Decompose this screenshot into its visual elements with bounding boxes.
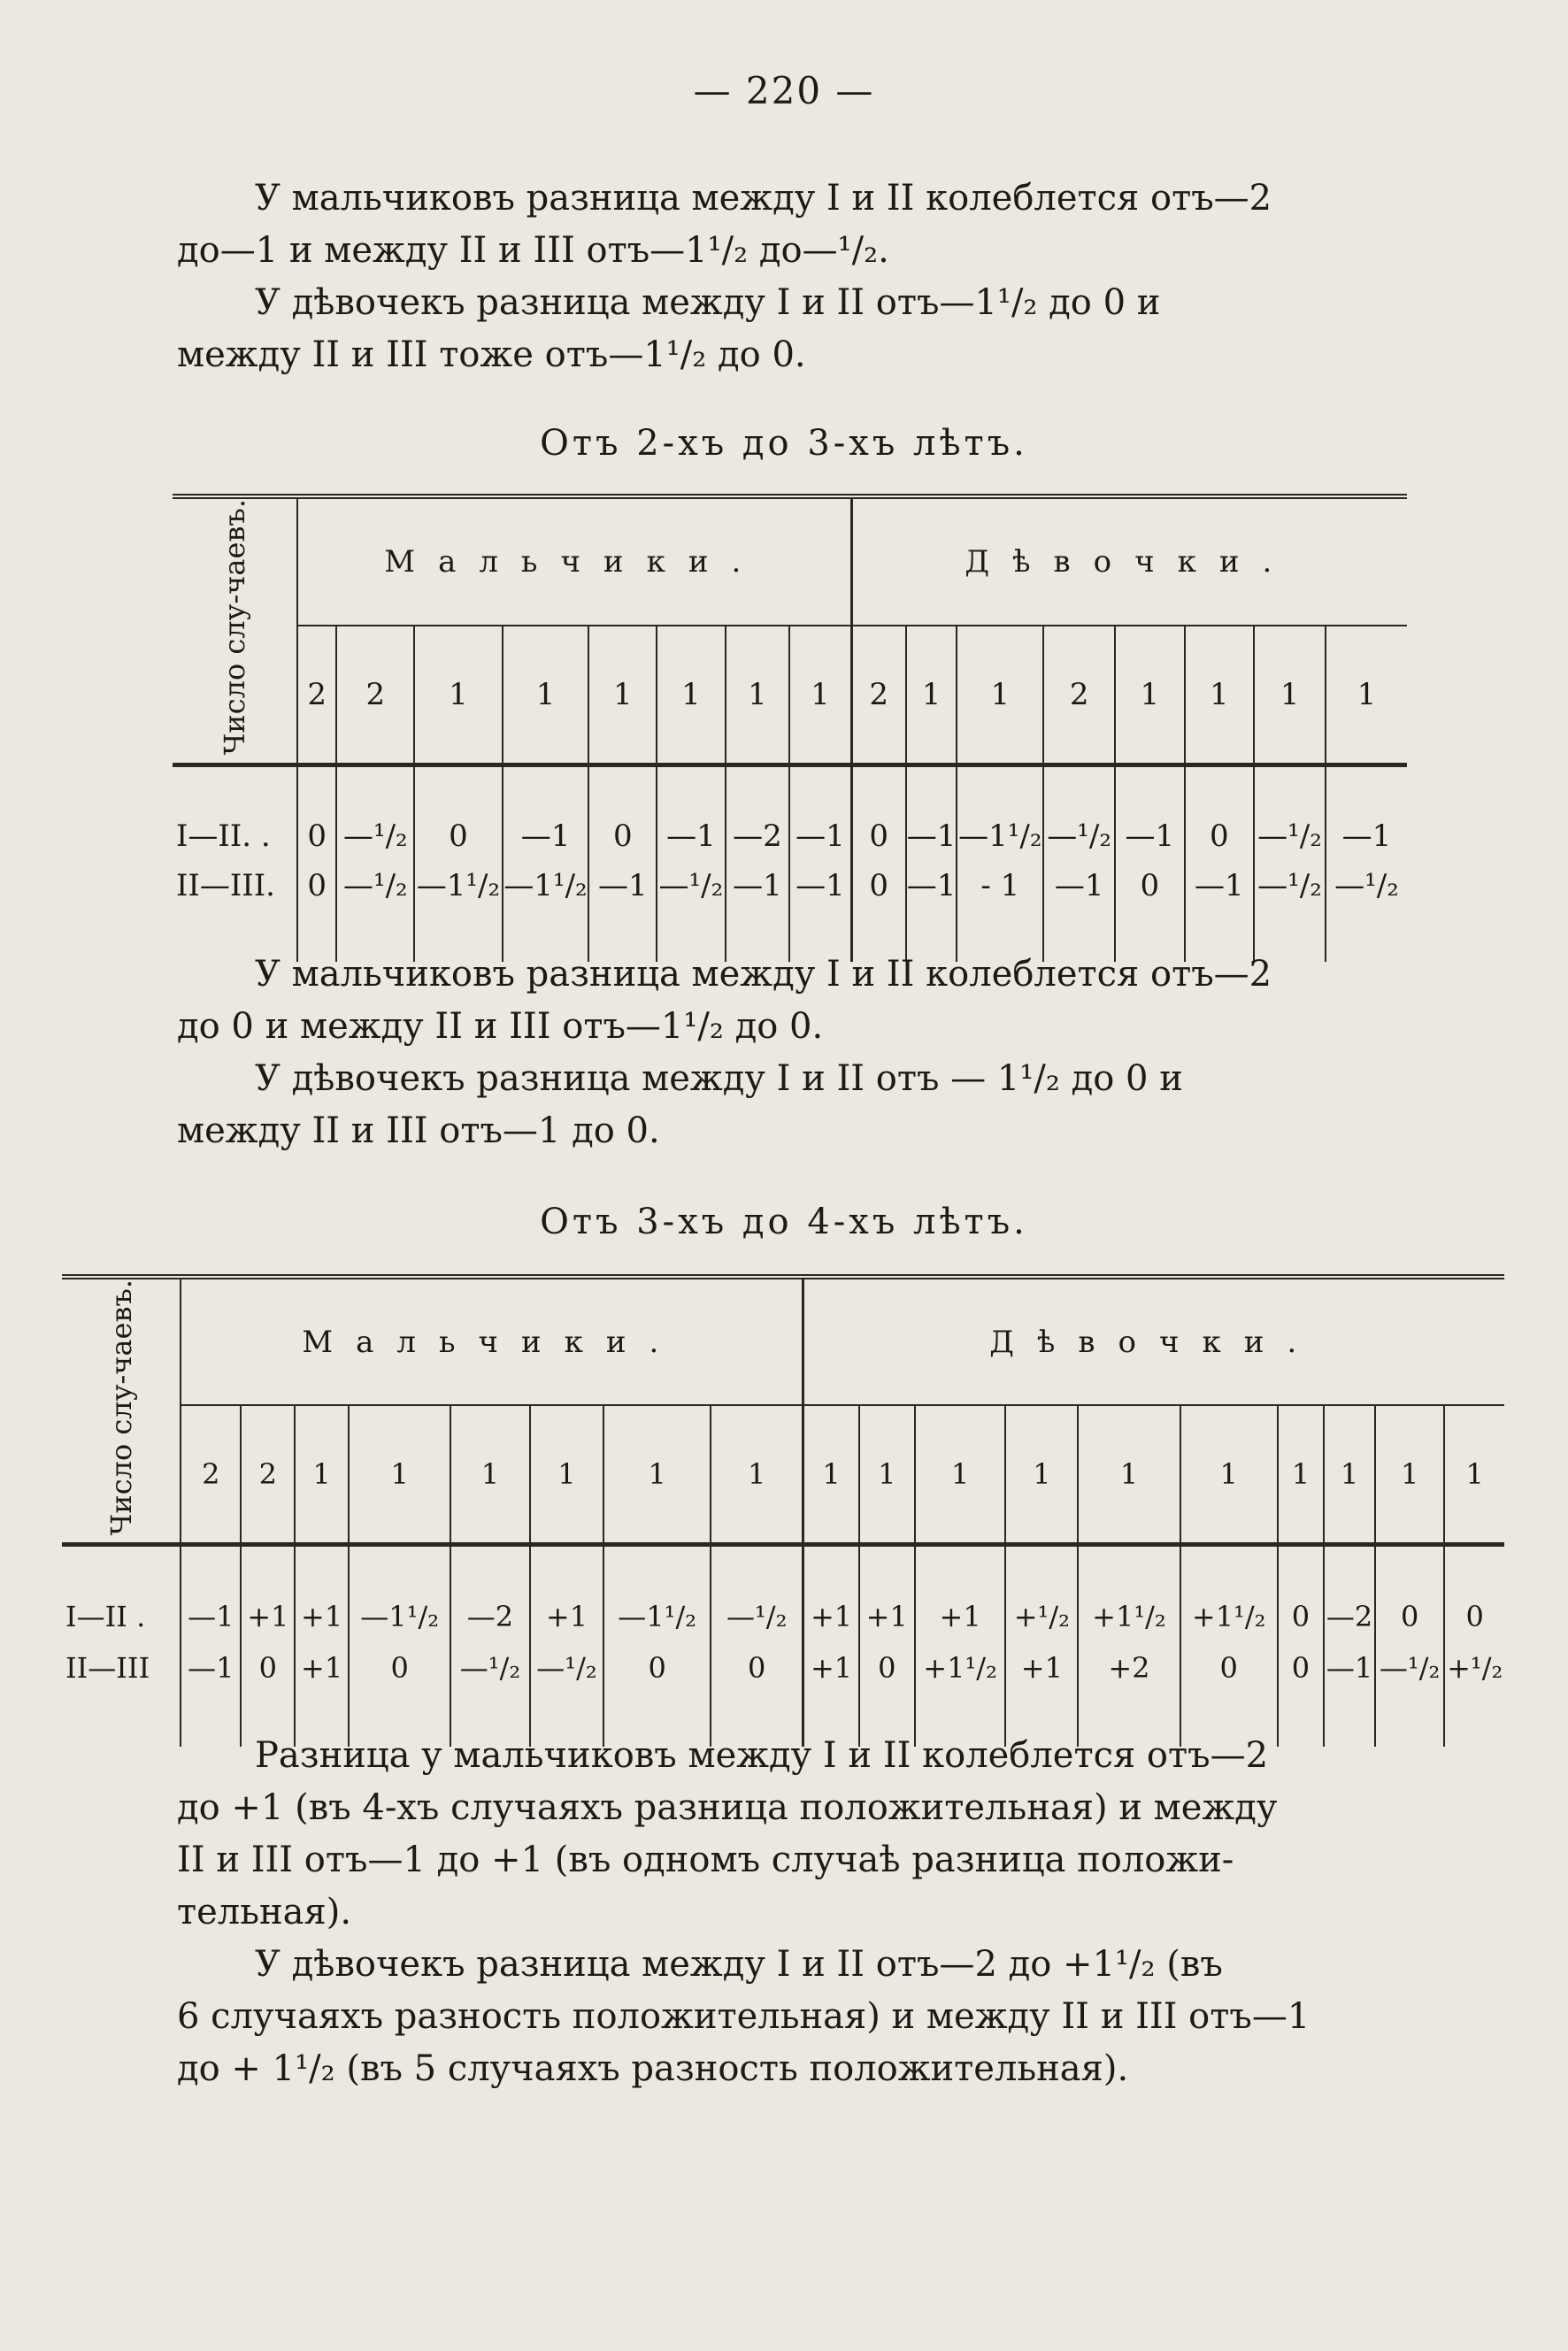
count-cell: 2 [297,626,336,765]
value-cell: 0 [1115,854,1184,918]
row-header: Число слу-чаевъ. [217,499,251,756]
row-header-cell [173,496,297,765]
value-cell: —¹/₂ [530,1633,604,1702]
count-cell: 1 [530,1405,604,1545]
count-cell: 1 [1375,1405,1445,1545]
text-line: между II и III отъ—1 до 0. [177,1110,660,1151]
count-cell: 1 [588,626,657,765]
paragraph-3 [177,1730,1407,2095]
value-cell: 0 [241,1633,295,1702]
table-row [62,1633,1504,1702]
value-cell: —1 [1185,854,1254,918]
text-line: до +1 (въ 4-хъ случаяхъ разница положительная) и между [177,1787,1278,1828]
value-cell: +1¹/₂ [1180,1545,1278,1633]
value-cell: —1 [789,765,851,854]
count-cell: 1 [1444,1405,1504,1545]
count-cell: 2 [241,1405,295,1545]
text-line: У дѣвочекъ разница между I и II отъ—1¹/₂ до 0 и [255,282,1161,323]
paragraph-1a [177,173,1407,277]
row-label: I—II . [65,1599,146,1633]
count-cell: 1 [1324,1405,1375,1545]
value-cell: —1 [1326,765,1407,854]
value-cell: 0 [297,765,336,854]
count-cell: 1 [295,1405,349,1545]
value-cell: —¹/₂ [1043,765,1115,854]
paragraph-2 [177,949,1407,1157]
section-heading-2-3-years: Отъ 2-хъ до 3-хъ лѣтъ. [540,423,1028,464]
page-number: — 220 — [693,69,875,112]
value-cell: —2 [1324,1545,1375,1633]
row-header: Число слу-чаевъ. [104,1279,138,1536]
value-cell: —¹/₂ [1326,854,1407,918]
count-cell: 1 [349,1405,450,1545]
text-line: У дѣвочекъ разница между I и II отъ—2 до +1¹/₂ (въ [255,1944,1223,1985]
value-cell: —1¹/₂ [957,765,1043,854]
text-line: до 0 и между II и III отъ—1¹/₂ до 0. [177,1006,824,1047]
value-cell: - 1 [957,854,1043,918]
count-cell: 1 [726,626,789,765]
count-cell: 1 [503,626,589,765]
count-cell: 1 [1254,626,1326,765]
value-cell: —1 [1115,765,1184,854]
section-heading-3-4-years: Отъ 3-хъ до 4-хъ лѣтъ. [540,1202,1028,1242]
value-cell: +¹/₂ [1005,1545,1078,1633]
value-cell: 0 [1444,1545,1504,1633]
value-cell: 0 [851,765,906,854]
value-cell: —1¹/₂ [349,1545,450,1633]
count-cell: 1 [859,1405,915,1545]
text-line: II и III отъ—1 до +1 (въ одномъ случаѣ разница положи- [177,1840,1234,1880]
group-header-boys: Мальчики. [181,1277,803,1405]
paragraph-2a [177,949,1407,1053]
count-cell: 2 [1043,626,1115,765]
value-cell: +1¹/₂ [1078,1545,1180,1633]
paragraph-1 [177,173,1407,381]
value-cell: +1 [1005,1633,1078,1702]
value-cell: +¹/₂ [1444,1633,1504,1702]
table-row [62,1545,1504,1633]
row-label: I—II. . [176,818,271,854]
count-cell: 1 [414,626,502,765]
value-cell: —1 [657,765,726,854]
value-cell: 0 [588,765,657,854]
value-cell: —2 [450,1545,529,1633]
value-cell: 0 [1278,1545,1324,1633]
table-2-3-years [173,494,1407,962]
value-cell: +1 [803,1545,859,1633]
count-cell: 1 [915,1405,1006,1545]
value-cell: —1 [588,854,657,918]
count-cell: 1 [1180,1405,1278,1545]
value-cell: 0 [859,1633,915,1702]
value-cell: 0 [349,1633,450,1702]
count-cell: 1 [1078,1405,1180,1545]
row-header-cell [62,1277,181,1545]
value-cell: —¹/₂ [657,854,726,918]
value-cell: +1 [915,1545,1006,1633]
value-cell: 0 [1375,1545,1445,1633]
value-cell: —¹/₂ [1375,1633,1445,1702]
count-cell: 1 [657,626,726,765]
count-cell: 2 [851,626,906,765]
table-row [173,765,1407,854]
value-cell: +1 [859,1545,915,1633]
value-cell: 0 [603,1633,711,1702]
value-cell: —1 [726,854,789,918]
value-cell: +1 [803,1633,859,1702]
row-label: II—III. [176,867,275,903]
value-cell: 0 [414,765,502,854]
table-3-4-years [62,1274,1504,1747]
value-cell: —1 [906,765,957,854]
row-label: II—III [65,1650,150,1685]
count-cell: 1 [1326,626,1407,765]
value-cell: +1 [530,1545,604,1633]
count-cell: 1 [906,626,957,765]
value-cell: —¹/₂ [450,1633,529,1702]
text-line: до—1 и между II и III отъ—1¹/₂ до—¹/₂. [177,230,889,271]
value-cell: —¹/₂ [1254,765,1326,854]
value-cell: 0 [297,854,336,918]
paragraph-3b [177,1939,1407,2095]
value-cell: +1 [241,1545,295,1633]
value-cell: 0 [1278,1633,1324,1702]
value-cell: +1 [295,1633,349,1702]
value-cell: +1¹/₂ [915,1633,1006,1702]
text-line: 6 случаяхъ разность положительная) и между II и III отъ—1 [177,1996,1311,2037]
group-header-boys: Мальчики. [297,496,851,626]
count-cell: 1 [1278,1405,1324,1545]
value-cell: —1 [181,1545,241,1633]
table-row [173,854,1407,918]
count-cell: 1 [789,626,851,765]
count-cell: 1 [711,1405,803,1545]
value-cell: +1 [295,1545,349,1633]
text-line: до + 1¹/₂ (въ 5 случаяхъ разность положительная). [177,2048,1129,2089]
group-header-girls: Дѣвочки. [851,496,1407,626]
value-cell: +2 [1078,1633,1180,1702]
value-cell: —1¹/₂ [414,854,502,918]
paragraph-1b [177,277,1407,381]
value-cell: —¹/₂ [336,765,414,854]
text-line: между II и III тоже отъ—1¹/₂ до 0. [177,334,806,375]
text-line: Разница у мальчиковъ между I и II колеблется отъ—2 [255,1735,1269,1776]
value-cell: —1 [181,1633,241,1702]
value-cell: —1 [789,854,851,918]
paragraph-2b [177,1053,1407,1157]
count-cell: 1 [803,1405,859,1545]
value-cell: —1 [503,765,589,854]
value-cell: —¹/₂ [711,1545,803,1633]
value-cell: —1¹/₂ [503,854,589,918]
text-line: У дѣвочекъ разница между I и II отъ — 1¹/₂ до 0 и [255,1058,1183,1099]
value-cell: —1¹/₂ [603,1545,711,1633]
count-cell: 1 [1005,1405,1078,1545]
value-cell: —1 [906,854,957,918]
count-cell: 2 [181,1405,241,1545]
count-cell: 1 [450,1405,529,1545]
count-cell: 1 [603,1405,711,1545]
text-line: тельная). [177,1892,352,1932]
value-cell: 0 [711,1633,803,1702]
count-cell: 2 [336,626,414,765]
value-cell: 0 [1180,1633,1278,1702]
group-header-girls: Дѣвочки. [803,1277,1504,1405]
paragraph-3a [177,1730,1407,1939]
text-line: У мальчиковъ разница между I и II колеблется отъ—2 [255,178,1272,219]
text-line: У мальчиковъ разница между I и II колеблется отъ—2 [255,954,1272,995]
count-cell: 1 [1115,626,1184,765]
value-cell: 0 [851,854,906,918]
count-cell: 1 [957,626,1043,765]
value-cell: —¹/₂ [1254,854,1326,918]
value-cell: —¹/₂ [336,854,414,918]
count-cell: 1 [1185,626,1254,765]
value-cell: 0 [1185,765,1254,854]
value-cell: —1 [1324,1633,1375,1702]
value-cell: —1 [1043,854,1115,918]
value-cell: —2 [726,765,789,854]
